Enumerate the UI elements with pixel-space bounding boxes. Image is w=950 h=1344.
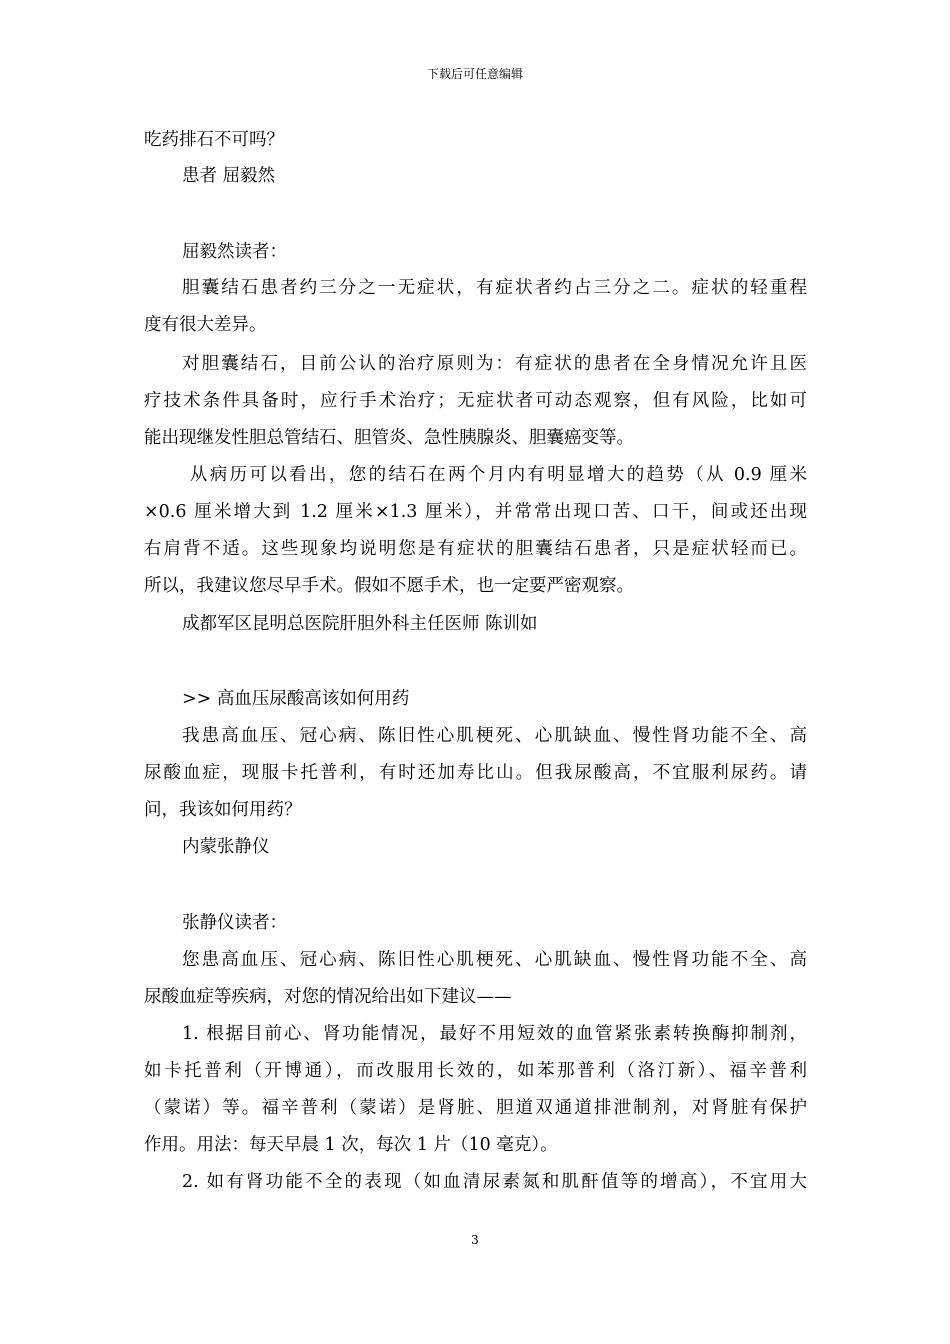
text-line: 您患高血压、冠心病、陈旧性心肌梗死、心肌缺血、慢性肾功能不全、高 bbox=[182, 950, 807, 970]
text-line: 2. 如有肾功能不全的表现（如血清尿素氮和肌酐值等的增高），不宜用大 bbox=[182, 1172, 807, 1192]
page-header: 下载后可任意编辑 bbox=[426, 67, 523, 81]
section-heading: >> 高血压尿酸高该如何用药 bbox=[182, 689, 410, 709]
text-line: 右肩背不适。这些现象均说明您是有症状的胆囊结石患者，只是症状轻而已。 bbox=[144, 539, 807, 559]
text-line: 作用。用法：每天早晨 1 次，每次 1 片（10 毫克）。 bbox=[144, 1135, 558, 1155]
text-line: 疗技术条件具备时，应行手术治疗；无症状者可动态观察，但有风险，比如可 bbox=[144, 391, 807, 411]
text-line: 内蒙张静仪 bbox=[182, 837, 270, 857]
text-line: （蒙诺）等。福辛普利（蒙诺）是肾脏、胆道双通道排泄制剂，对肾脏有保护 bbox=[144, 1098, 807, 1118]
text-line: 我患高血压、冠心病、陈旧性心肌梗死、心肌缺血、慢性肾功能不全、高 bbox=[182, 726, 807, 746]
text-line: 张静仪读者： bbox=[182, 913, 287, 933]
text-line: 尿酸血症，现服卡托普利，有时还加寿比山。但我尿酸高，不宜服利尿药。请 bbox=[144, 763, 807, 783]
text-line: 屈毅然读者： bbox=[182, 242, 287, 262]
text-line: 成都军区昆明总医院肝胆外科主任医师 陈训如 bbox=[182, 614, 538, 634]
text-line: 能出现继发性胆总管结石、胆管炎、急性胰腺炎、胆囊癌变等。 bbox=[144, 428, 634, 448]
text-line: ×0.6 厘米增大到 1.2 厘米×1.3 厘米），并常常出现口苦、口干，间或还出现 bbox=[144, 502, 807, 522]
text-line: 尿酸血症等疾病，对您的情况给出如下建议—— bbox=[144, 987, 512, 1007]
text-line: 如卡托普利（开博通），而改服用长效的，如苯那普利（洛汀新）、福辛普利 bbox=[144, 1061, 807, 1081]
text-line: 吃药排石不可吗？ bbox=[144, 130, 284, 150]
text-line: 对胆囊结石，目前公认的治疗原则为：有症状的患者在全身情况允许且医 bbox=[182, 354, 807, 374]
text-line: 患者 屈毅然 bbox=[182, 166, 276, 186]
text-line: 问，我该如何用药？ bbox=[144, 800, 302, 820]
text-line: 从病历可以看出，您的结石在两个月内有明显增大的趋势（从 0.9 厘米 bbox=[182, 465, 807, 485]
page-number: 3 bbox=[471, 1233, 479, 1247]
text-line: 1. 根据目前心、肾功能情况，最好不用短效的血管紧张素转换酶抑制剂， bbox=[182, 1024, 807, 1044]
text-line: 胆囊结石患者约三分之一无症状，有症状者约占三分之二。症状的轻重程 bbox=[182, 278, 807, 298]
text-line: 度有很大差异。 bbox=[144, 315, 267, 335]
text-line: 所以，我建议您尽早手术。假如不愿手术，也一定要严密观察。 bbox=[144, 576, 634, 596]
